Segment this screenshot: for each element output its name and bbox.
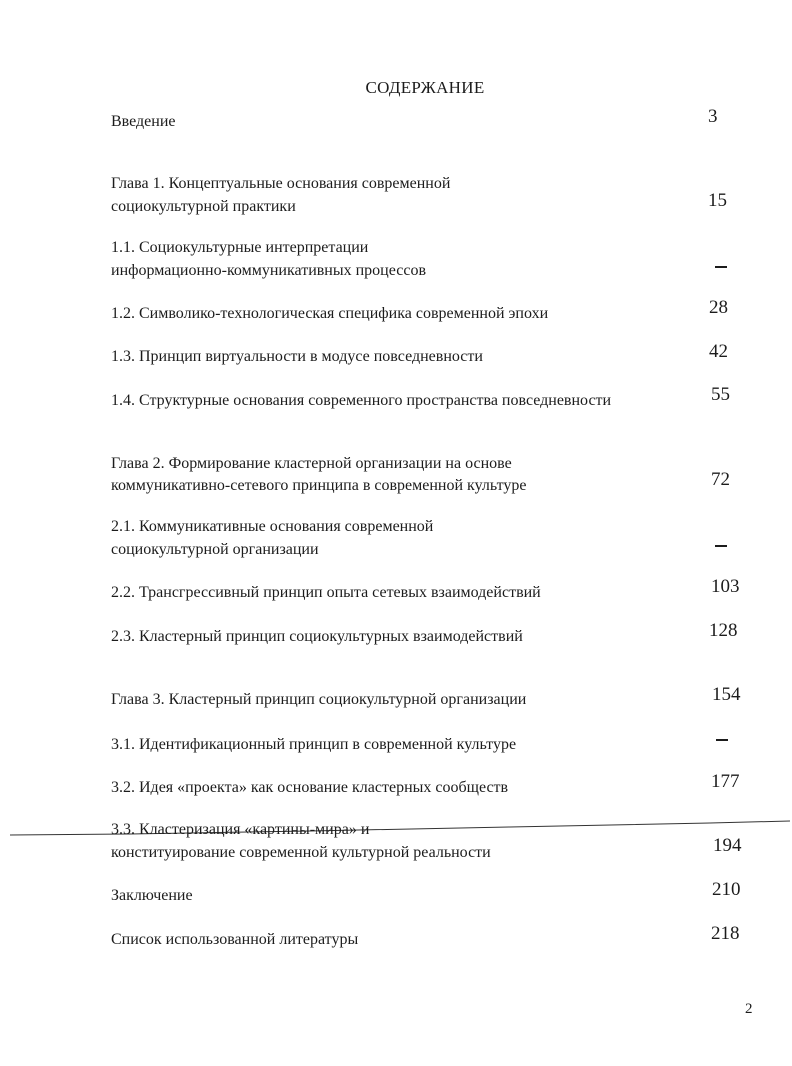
toc-page-2-1-dash [715,545,727,547]
toc-entry-1-4: 1.4. Структурные основания современного пространства повседневности [111,392,612,409]
toc-entry-1-2: 1.2. Символико-технологическая специфика современной эпохи [111,305,549,322]
page-title: СОДЕРЖАНИЕ [365,78,485,97]
toc-page-3-3: 194 [713,835,742,856]
toc-entry-intro: Введение [111,113,176,130]
toc-entry-bibliography: Список использованной литературы [111,931,359,948]
toc-entry-2-2: 2.2. Трансгрессивный принцип опыта сетевых взаимодействий [111,584,541,601]
toc-entry-chapter-1-line-2: социокультурной практики [111,198,296,215]
toc-entry-1-1-line-2: информационно-коммуникативных процессов [111,262,426,279]
page-number: 2 [745,1001,753,1017]
toc-entry-chapter-3: Глава 3. Кластерный принцип социокультурной организации [111,691,527,708]
toc-entry-3-1: 3.1. Идентификационный принцип в современной культуре [111,736,517,753]
toc-page-intro: 3 [708,106,718,127]
toc-entry-3-3-line-2: конституирование современной культурной реальности [111,844,491,861]
toc-entry-chapter-1-line-1: Глава 1. Концептуальные основания современной [111,175,451,192]
toc-entry-1-3: 1.3. Принцип виртуальности в модусе повседневности [111,348,483,365]
toc-page-chapter-3: 154 [712,684,741,705]
toc-entry-chapter-2-line-2: коммуникативно-сетевого принципа в современной культуре [111,477,527,494]
toc-page-3-2: 177 [711,771,740,792]
toc-page-2-3: 128 [709,620,738,641]
toc-page-chapter-1: 15 [708,190,727,211]
toc-entry-1-1-line-1: 1.1. Социокультурные интерпретации [111,239,369,256]
toc-entry-3-2: 3.2. Идея «проекта» как основание кластерных сообществ [111,779,509,796]
toc-page-1-2: 28 [709,297,728,318]
toc-entry-3-3-line-1: 3.3. Кластеризация «картины-мира» и [111,821,370,838]
toc-page-3-1-dash [716,739,728,741]
toc-page-1-1-dash [715,266,727,268]
toc-page-conclusion: 210 [712,879,741,900]
toc-page-2-2: 103 [711,576,740,597]
toc-entry-chapter-2-line-1: Глава 2. Формирование кластерной организации на основе [111,455,512,472]
toc-page-chapter-2: 72 [711,469,730,490]
toc-entry-conclusion: Заключение [111,887,193,904]
toc-page-bibliography: 218 [711,923,740,944]
toc-entry-2-3: 2.3. Кластерный принцип социокультурных взаимодействий [111,628,523,645]
toc-entry-2-1-line-2: социокультурной организации [111,541,319,558]
toc-page-1-4: 55 [711,384,730,405]
toc-page-1-3: 42 [709,341,728,362]
toc-entry-2-1-line-1: 2.1. Коммуникативные основания современной [111,518,434,535]
